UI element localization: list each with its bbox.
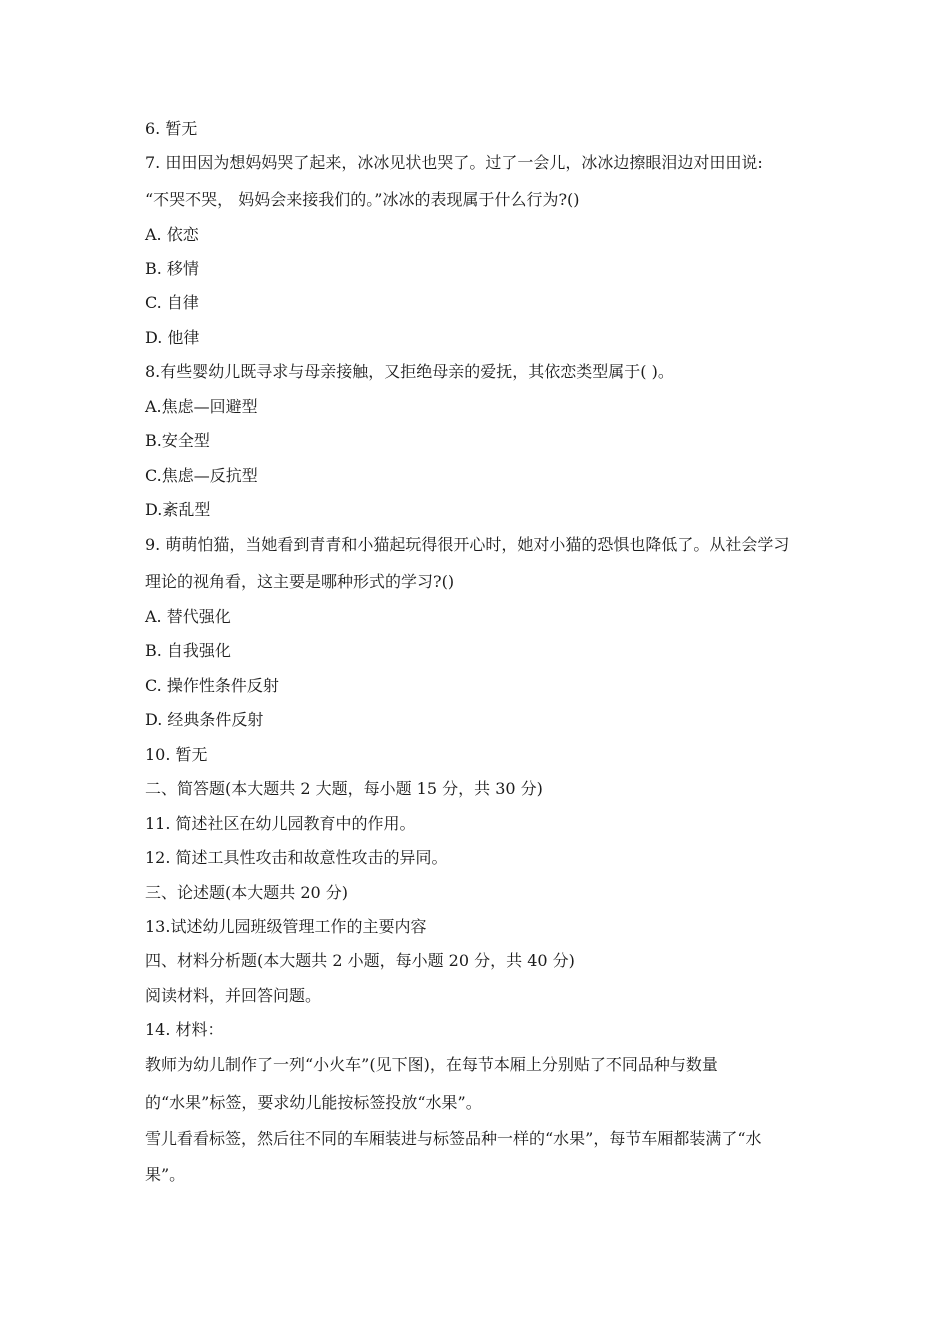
text-line: 教师为幼儿制作了一列“小火车”(见下图)，在每节本厢上分别贴了不同品种与数量 <box>145 1055 718 1074</box>
text-line: 12. 简述工具性攻击和故意性攻击的异同。 <box>145 848 448 867</box>
section-heading: 四、材料分析题(本大题共 2 小题，每小题 20 分，共 40 分) <box>145 951 575 970</box>
text-line: A. 替代强化 <box>145 607 231 626</box>
text-line: 果”。 <box>145 1165 186 1184</box>
text-line: 6. 暂无 <box>145 119 198 138</box>
text-line: B.安全型 <box>145 431 210 450</box>
text-line: D.紊乱型 <box>145 500 211 519</box>
text-line: C.焦虑—反抗型 <box>145 466 258 485</box>
text-line: B. 移情 <box>145 259 199 278</box>
text-line: 7. 田田因为想妈妈哭了起来，冰冰见状也哭了。过了一会儿，冰冰边擦眼泪边对田田说: <box>145 153 763 172</box>
text-line: 10. 暂无 <box>145 745 208 764</box>
text-line: D. 经典条件反射 <box>145 710 264 729</box>
text-line: 9. 萌萌怕猫，当她看到青青和小猫起玩得很开心时，她对小猫的恐惧也降低了。从社会学习 <box>145 535 790 554</box>
text-line: C. 操作性条件反射 <box>145 676 279 695</box>
text-line: 14. 材料： <box>145 1020 224 1039</box>
text-line: D. 他律 <box>145 328 200 347</box>
text-line: 13.试述幼儿园班级管理工作的主要内容 <box>145 917 427 936</box>
text-line: 11. 简述社区在幼儿园教育中的作用。 <box>145 814 416 833</box>
text-line: B. 自我强化 <box>145 641 231 660</box>
text-line: “不哭不哭， 妈妈会来接我们的。”冰冰的表现属于什么行为?() <box>145 190 580 209</box>
text-line: 雪儿看看标签，然后往不同的车厢装进与标签品种一样的“水果”，每节车厢都装满了“水 <box>145 1129 762 1148</box>
section-heading: 二、简答题(本大题共 2 大题，每小题 15 分，共 30 分) <box>145 779 543 798</box>
text-line: A. 依恋 <box>145 225 199 244</box>
text-line: 阅读材料，并回答问题。 <box>145 986 322 1005</box>
text-line: 理论的视角看，这主要是哪种形式的学习?() <box>145 572 455 591</box>
section-heading: 三、论述题(本大题共 20 分) <box>145 883 349 902</box>
text-line: 8.有些婴幼儿既寻求与母亲接触，又拒绝母亲的爱抚，其依恋类型属于( )。 <box>145 362 674 381</box>
text-line: 的“水果”标签，要求幼儿能按标签投放“水果”。 <box>145 1093 482 1112</box>
text-line: A.焦虑—回避型 <box>145 397 258 416</box>
text-line: C. 自律 <box>145 293 199 312</box>
